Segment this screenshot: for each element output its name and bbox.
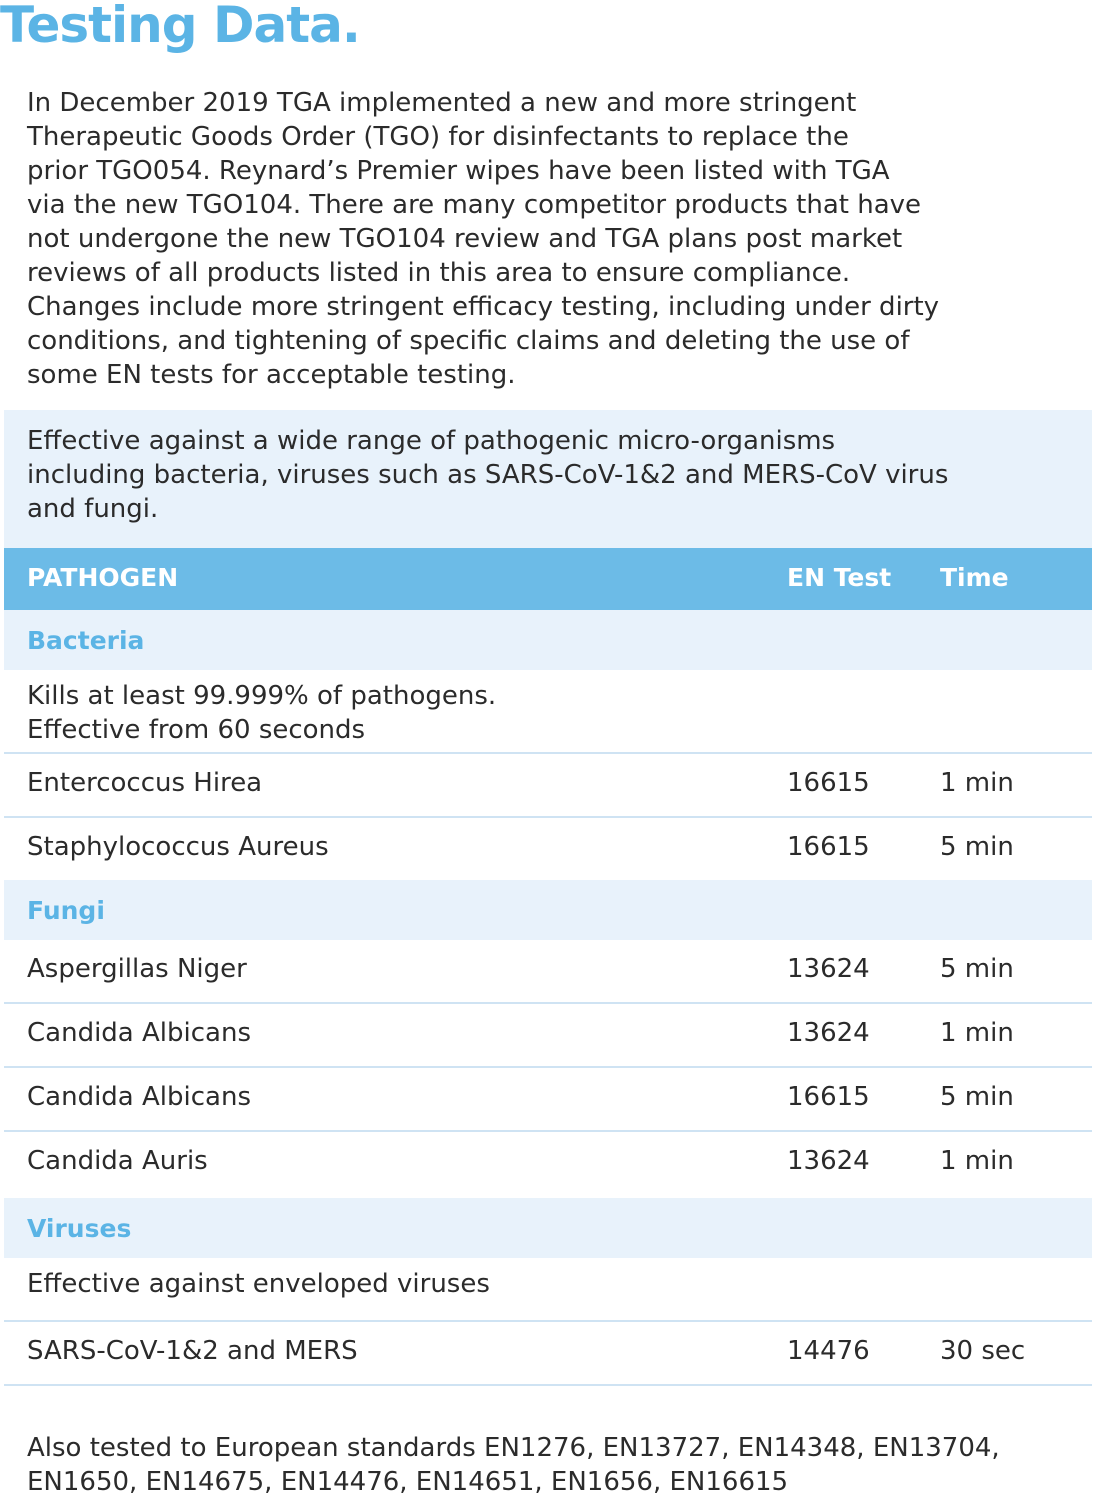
cell-pathogen: Entercoccus Hirea (27, 768, 263, 798)
table-row (4, 754, 1092, 816)
intro-line: some EN tests for acceptable testing. (27, 360, 516, 390)
cell-time: 1 min (940, 1146, 1014, 1176)
section-label: Fungi (27, 896, 105, 925)
cell-pathogen: Candida Albicans (27, 1082, 251, 1112)
intro-line: via the new TGO104. There are many competitor products that have (27, 190, 922, 220)
cell-time: 30 sec (940, 1336, 1026, 1366)
viruses-note (4, 1258, 1092, 1320)
table-row (4, 818, 1092, 880)
effectiveness-line: including bacteria, viruses such as SARS-CoV-1&2 and MERS-CoV virus (27, 460, 949, 490)
cell-time: 5 min (940, 832, 1014, 862)
note-line: Effective against enveloped viruses (27, 1269, 490, 1299)
cell-en-test: 13624 (787, 1146, 870, 1176)
cell-time: 5 min (940, 1082, 1014, 1112)
cell-en-test: 16615 (787, 1082, 870, 1112)
section-fungi (4, 880, 1092, 940)
section-viruses (4, 1198, 1092, 1258)
intro-line: In December 2019 TGA implemented a new and more stringent (27, 88, 857, 118)
table-row (4, 1132, 1092, 1198)
cell-time: 1 min (940, 1018, 1014, 1048)
table-row (4, 1322, 1092, 1384)
cell-time: 1 min (940, 768, 1014, 798)
note-line: Kills at least 99.999% of pathogens. (27, 681, 497, 711)
header-en-test: EN Test (787, 563, 892, 592)
section-bacteria (4, 610, 1092, 670)
cell-en-test: 16615 (787, 832, 870, 862)
cell-pathogen: Aspergillas Niger (27, 954, 247, 984)
cell-en-test: 13624 (787, 1018, 870, 1048)
table-row (4, 1004, 1092, 1066)
cell-en-test: 14476 (787, 1336, 870, 1366)
effectiveness-summary-box (4, 410, 1092, 548)
bacteria-note (4, 670, 1092, 752)
table-header (4, 548, 1092, 610)
cell-pathogen: SARS-CoV-1&2 and MERS (27, 1336, 358, 1366)
section-label: Viruses (27, 1214, 132, 1243)
intro-line: reviews of all products listed in this area to ensure compliance. (27, 258, 851, 288)
header-time: Time (940, 563, 1009, 592)
section-label: Bacteria (27, 626, 145, 655)
note-line: Effective from 60 seconds (27, 715, 366, 745)
intro-line: conditions, and tightening of specific claims and deleting the use of (27, 326, 910, 356)
intro-paragraph (27, 86, 1077, 392)
footer-standards (27, 1431, 1000, 1499)
cell-pathogen: Candida Albicans (27, 1018, 251, 1048)
intro-line: Therapeutic Goods Order (TGO) for disinfectants to replace the (27, 122, 849, 152)
table-row (4, 940, 1092, 1002)
footer-line: Also tested to European standards EN1276, EN13727, EN14348, EN13704, (27, 1433, 1000, 1463)
header-pathogen: PATHOGEN (27, 563, 179, 592)
intro-line: Changes include more stringent efficacy testing, including under dirty (27, 292, 940, 322)
intro-line: not undergone the new TGO104 review and TGA plans post market (27, 224, 903, 254)
cell-en-test: 13624 (787, 954, 870, 984)
cell-time: 5 min (940, 954, 1014, 984)
effectiveness-line: and fungi. (27, 494, 159, 524)
intro-line: prior TGO054. Reynard’s Premier wipes have been listed with TGA (27, 156, 890, 186)
pathogen-table (4, 548, 1092, 1386)
footer-line: EN1650, EN14675, EN14476, EN14651, EN1656, EN16615 (27, 1467, 789, 1497)
table-row (4, 1068, 1092, 1130)
cell-en-test: 16615 (787, 768, 870, 798)
page-title: Testing Data. (0, 0, 360, 54)
effectiveness-line: Effective against a wide range of pathogenic micro-organisms (27, 426, 836, 456)
cell-pathogen: Candida Auris (27, 1146, 208, 1176)
row-divider (4, 1384, 1092, 1386)
cell-pathogen: Staphylococcus Aureus (27, 832, 329, 862)
